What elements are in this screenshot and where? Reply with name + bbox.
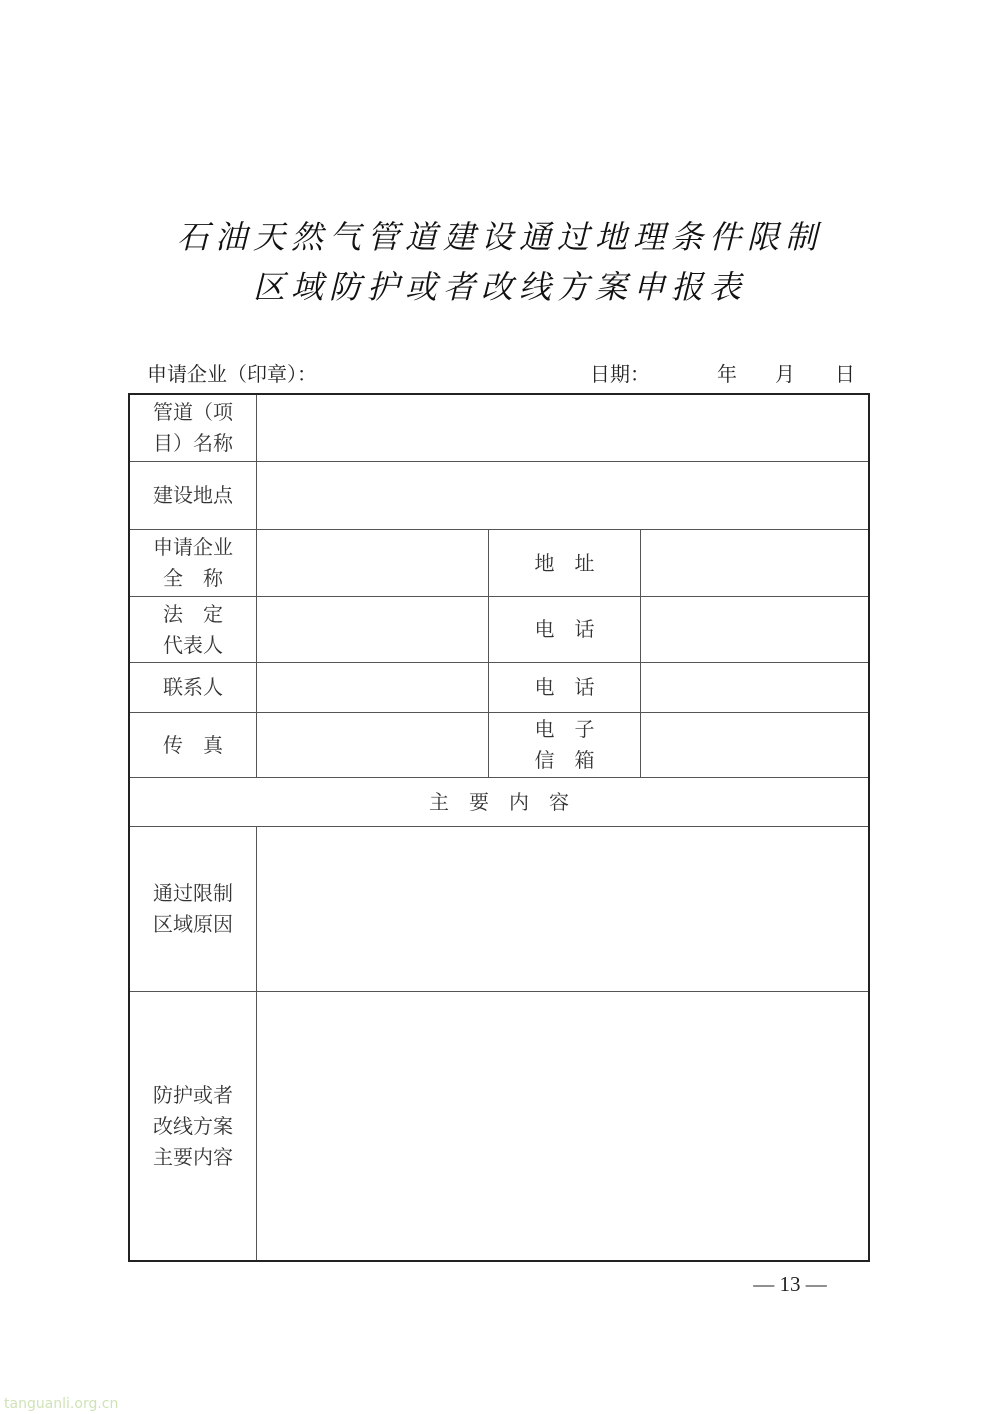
address-label: 地 址 [534, 550, 595, 575]
month-label: 月 [775, 362, 795, 386]
contact-phone-field[interactable] [641, 663, 868, 712]
pipeline-name-label: 管道（项 目）名称 [153, 400, 233, 455]
main-content-header: 主 要 内 容 [429, 789, 569, 814]
address-field[interactable] [641, 530, 868, 596]
protection-reroute-plan-label: 防护或者 改线方案 主要内容 [153, 1082, 233, 1169]
pipeline-name-field[interactable] [257, 395, 868, 461]
date-label: 日期： [590, 362, 650, 386]
year-label: 年 [717, 362, 737, 386]
restricted-area-reason-field[interactable] [257, 827, 868, 991]
document-title-line1: 石油天然气管道建设通过地理条件限制 [176, 218, 823, 256]
restricted-area-reason-label: 通过限制 区域原因 [153, 881, 233, 936]
document-title-line2: 区域防护或者改线方案申报表 [252, 268, 747, 306]
email-label: 电 子 信 箱 [534, 717, 595, 772]
legal-rep-phone-label: 电 话 [534, 617, 595, 641]
fax-label: 传 真 [163, 732, 223, 757]
applicant-seal-label: 申请企业（印章）： [147, 362, 317, 386]
contact-phone-label: 电 话 [534, 675, 595, 699]
protection-reroute-plan-field[interactable] [257, 992, 868, 1260]
application-form-table [128, 393, 870, 1262]
day-label: 日 [835, 362, 855, 386]
page-number: — 13 — [753, 1272, 827, 1296]
email-field[interactable] [641, 713, 868, 777]
legal-representative-field[interactable] [257, 597, 488, 662]
watermark: tanguanli.org.cn [4, 1396, 119, 1412]
contact-person-field[interactable] [257, 663, 488, 712]
construction-site-label: 建设地点 [153, 483, 233, 507]
legal-rep-phone-field[interactable] [641, 597, 868, 662]
company-name-label: 申请企业 全 称 [153, 535, 233, 590]
contact-person-label: 联系人 [163, 675, 223, 699]
legal-representative-label: 法 定 代表人 [163, 601, 223, 657]
fax-field[interactable] [257, 713, 488, 777]
company-name-field[interactable] [257, 530, 488, 596]
construction-site-field[interactable] [257, 462, 868, 529]
